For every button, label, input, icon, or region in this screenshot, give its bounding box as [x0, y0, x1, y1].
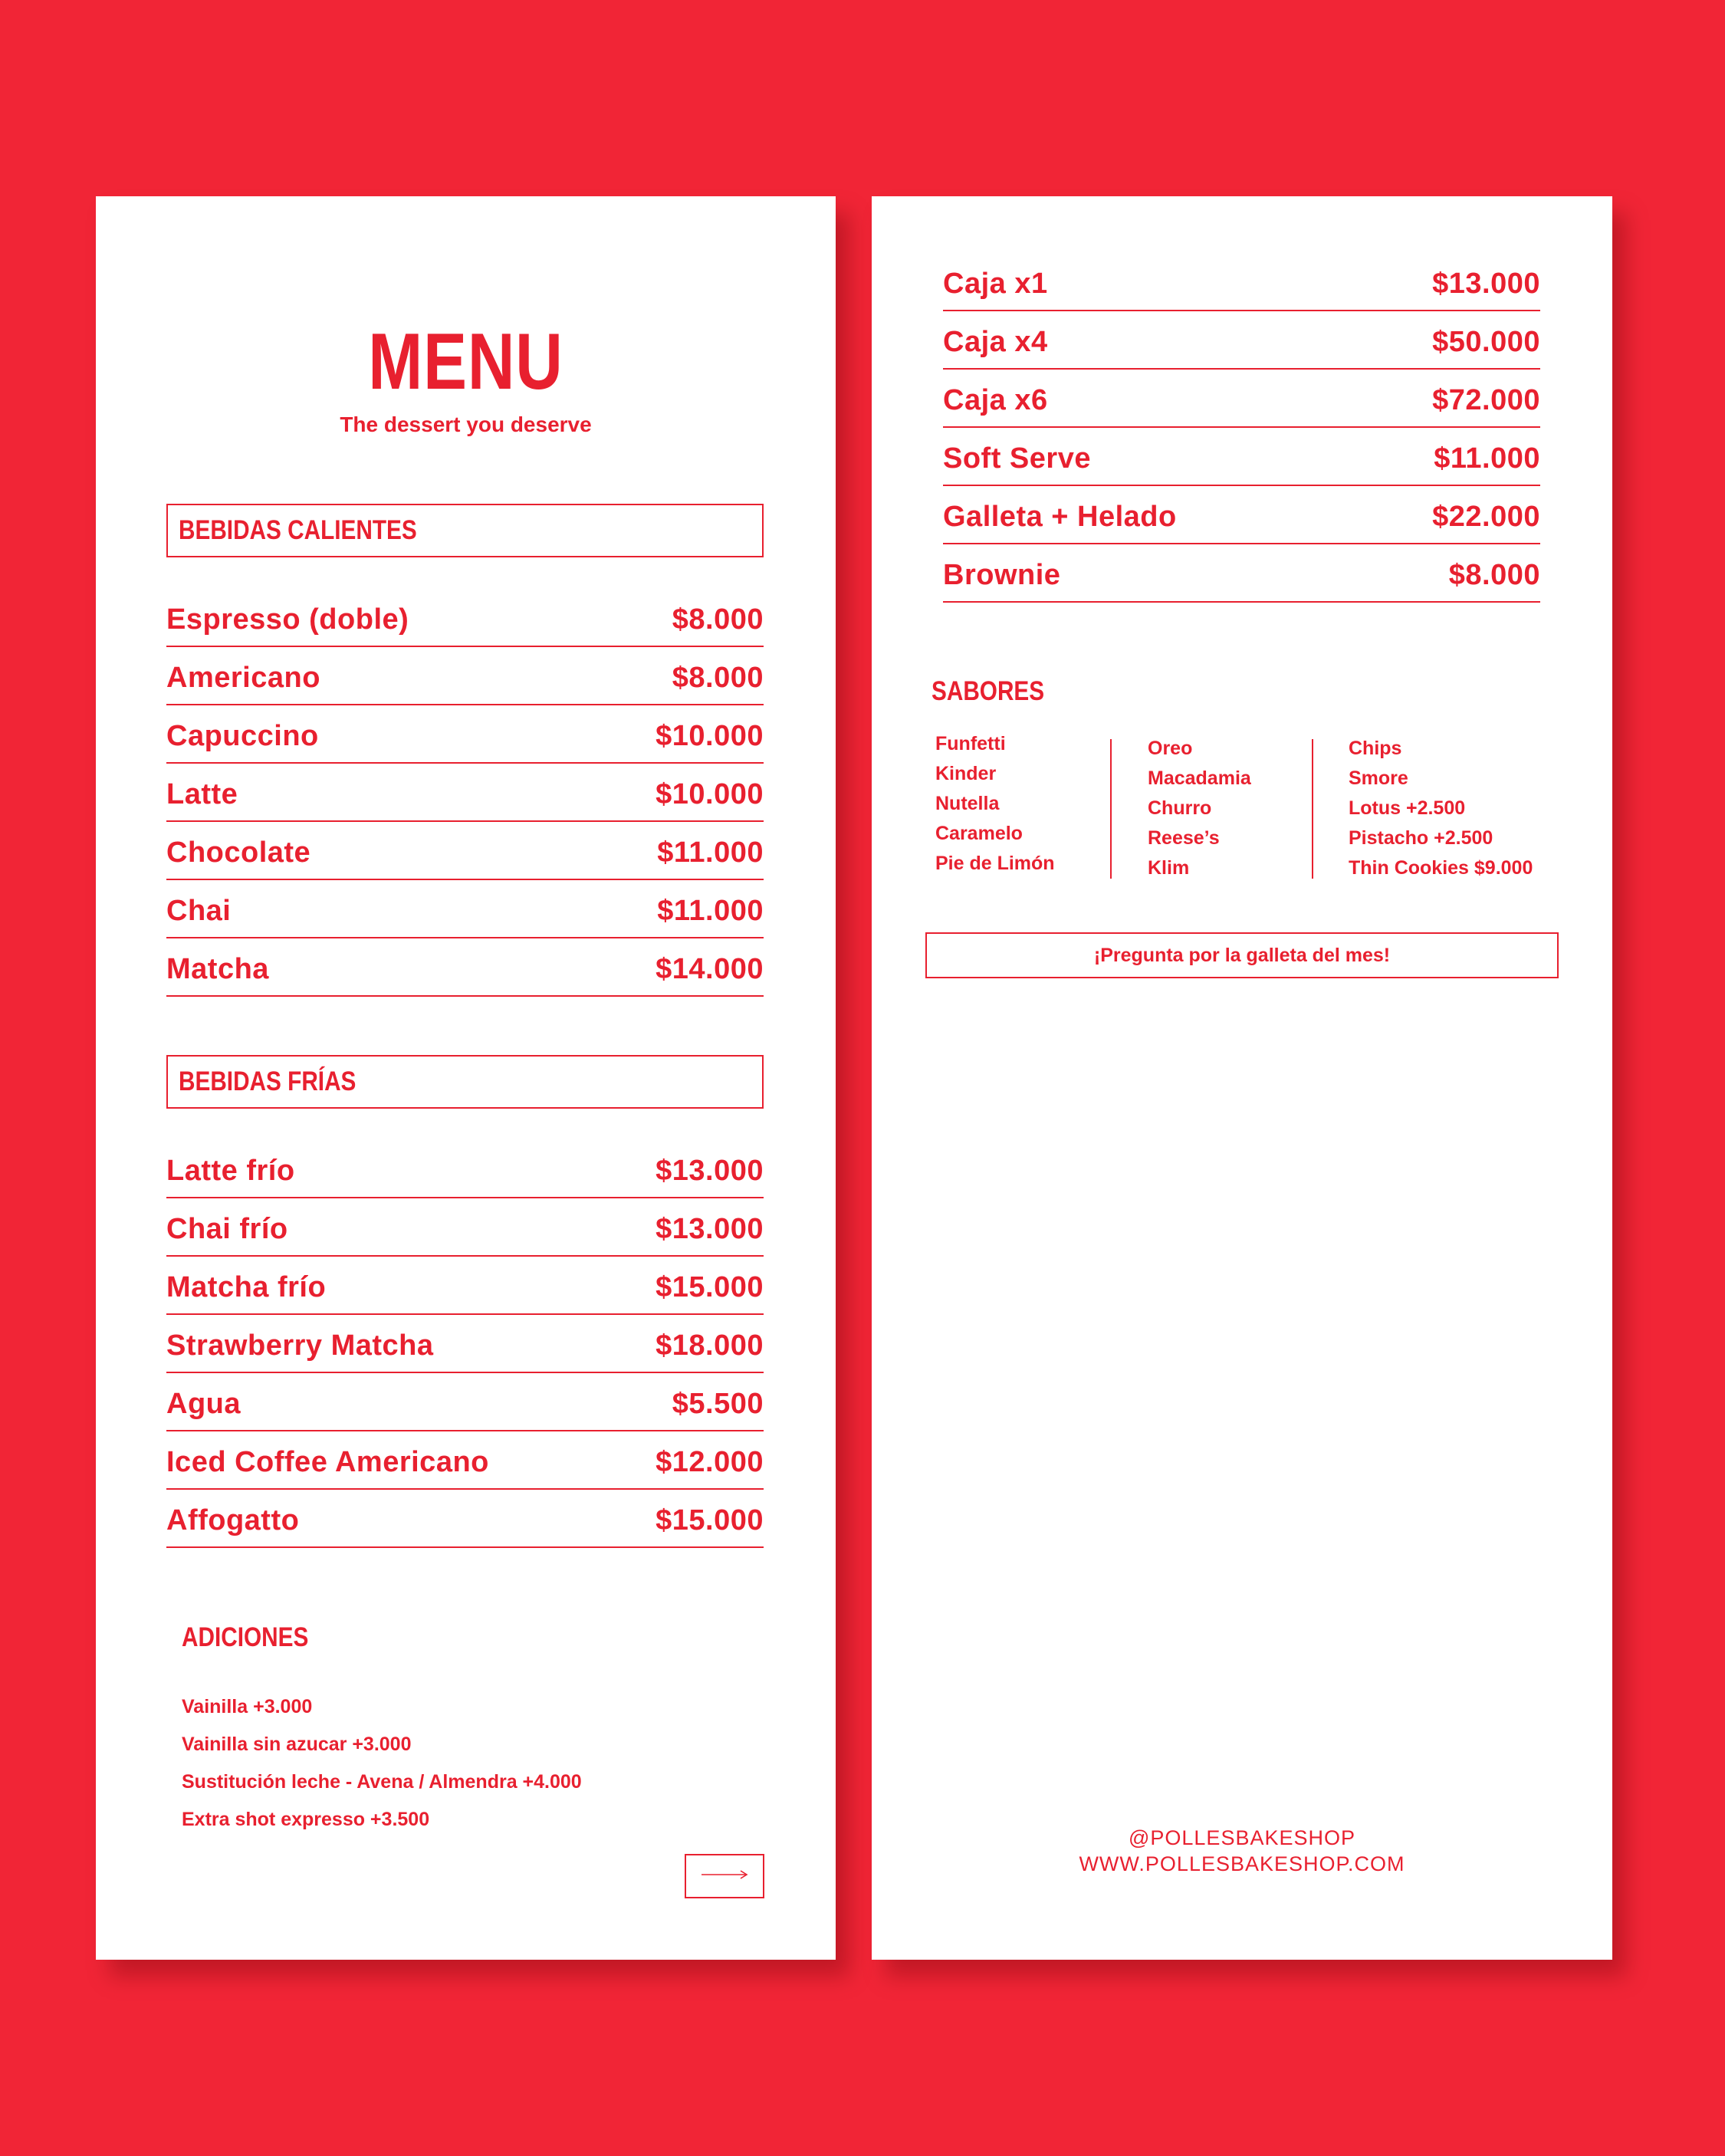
item-name: Capuccino: [166, 720, 319, 752]
item-name: Galleta + Helado: [943, 501, 1177, 533]
list-item: Nutella: [935, 793, 1000, 814]
item-name: Chai: [166, 895, 232, 927]
menu-item: [166, 1315, 764, 1373]
menu-item: [166, 764, 764, 822]
flavor-column-1: [935, 729, 1055, 879]
list-item: Reese’s: [1148, 827, 1220, 849]
item-name: Chocolate: [166, 836, 311, 869]
menu-item: [166, 1431, 764, 1490]
item-name: Caja x6: [943, 384, 1048, 416]
flavor-column-2: [1148, 734, 1251, 883]
item-price: $11.000: [657, 836, 764, 869]
list-item: Thin Cookies $9.000: [1349, 857, 1533, 879]
section-heading-cold-drinks: BEBIDAS FRÍAS: [166, 1055, 764, 1109]
menu-panel-left: [96, 196, 836, 1960]
menu-item: [166, 822, 764, 880]
page-title: MENU: [368, 317, 564, 406]
menu-item: [943, 311, 1540, 370]
menu-item: [943, 486, 1540, 544]
item-price: $13.000: [656, 1155, 764, 1187]
list-item: Macadamia: [1148, 767, 1251, 789]
item-price: $12.000: [656, 1446, 764, 1478]
item-price: $13.000: [1432, 268, 1540, 300]
menu-item: [166, 880, 764, 938]
menu-item: [166, 647, 764, 705]
list-item: Pie de Limón: [935, 853, 1055, 874]
item-price: $18.000: [656, 1329, 764, 1362]
item-price: $14.000: [656, 953, 764, 985]
menu-item: [166, 1140, 764, 1198]
section-heading-additions: ADICIONES: [182, 1622, 309, 1652]
item-name: Matcha: [166, 953, 269, 985]
item-price: $8.000: [672, 662, 764, 694]
menu-item: [943, 253, 1540, 311]
list-item: Pistacho +2.500: [1349, 827, 1493, 849]
next-page-button[interactable]: [685, 1854, 764, 1898]
menu-item: [166, 1490, 764, 1548]
additions-list: [182, 1688, 582, 1839]
social-handle[interactable]: @POLLESBAKESHOP: [1128, 1826, 1356, 1849]
flavor-column-3: [1349, 734, 1533, 883]
item-name: Chai frío: [166, 1213, 288, 1245]
list-item: Vainilla sin azucar +3.000: [182, 1734, 412, 1755]
item-name: Brownie: [943, 559, 1061, 591]
item-name: Iced Coffee Americano: [166, 1446, 489, 1478]
column-divider: [1312, 739, 1313, 879]
menu-item: [166, 1198, 764, 1257]
list-item: Caramelo: [935, 823, 1023, 844]
list-item: Funfetti: [935, 733, 1006, 754]
promo-banner: ¡Pregunta por la galleta del mes!: [925, 932, 1559, 978]
item-name: Agua: [166, 1388, 241, 1420]
menu-panel-right: [872, 196, 1612, 1960]
item-name: Caja x4: [943, 326, 1048, 358]
website-link[interactable]: WWW.POLLESBAKESHOP.COM: [1079, 1852, 1405, 1875]
menu-item: [166, 938, 764, 997]
list-item: Smore: [1349, 767, 1408, 789]
list-item: Vainilla +3.000: [182, 1696, 313, 1717]
item-price: $15.000: [656, 1504, 764, 1536]
item-price: $10.000: [656, 720, 764, 752]
item-price: $8.000: [672, 603, 764, 636]
menu-item: [166, 589, 764, 647]
item-price: $11.000: [657, 895, 764, 927]
menu-item: [943, 428, 1540, 486]
arrow-right-icon: [701, 1869, 748, 1884]
item-price: $15.000: [656, 1271, 764, 1303]
cookies-list: [943, 253, 1540, 603]
item-name: Matcha frío: [166, 1271, 327, 1303]
item-name: Espresso (doble): [166, 603, 409, 636]
item-price: $72.000: [1432, 384, 1540, 416]
menu-item: [943, 370, 1540, 428]
menu-item: [166, 1257, 764, 1315]
item-price: $11.000: [1434, 442, 1540, 475]
item-price: $10.000: [656, 778, 764, 810]
menu-item: [166, 1373, 764, 1431]
item-name: Caja x1: [943, 268, 1048, 300]
item-name: Strawberry Matcha: [166, 1329, 434, 1362]
list-item: Sustitución leche - Avena / Almendra +4.000: [182, 1771, 582, 1793]
item-price: $50.000: [1432, 326, 1540, 358]
item-name: Latte: [166, 778, 238, 810]
item-name: Americano: [166, 662, 320, 694]
list-item: Lotus +2.500: [1349, 797, 1466, 819]
item-price: $8.000: [1448, 559, 1540, 591]
list-item: Klim: [1148, 857, 1190, 879]
item-name: Latte frío: [166, 1155, 295, 1187]
cold-drinks-list: [166, 1140, 764, 1548]
item-price: $5.500: [672, 1388, 764, 1420]
item-price: $22.000: [1432, 501, 1540, 533]
item-name: Soft Serve: [943, 442, 1091, 475]
list-item: Extra shot expresso +3.500: [182, 1809, 430, 1830]
section-heading-flavors: SABORES: [932, 676, 1045, 706]
hot-drinks-list: [166, 589, 764, 997]
list-item: Kinder: [935, 763, 997, 784]
item-name: Affogatto: [166, 1504, 300, 1536]
item-price: $13.000: [656, 1213, 764, 1245]
list-item: Churro: [1148, 797, 1212, 819]
list-item: Oreo: [1148, 738, 1193, 759]
list-item: Chips: [1349, 738, 1402, 759]
menu-item: [943, 544, 1540, 603]
column-divider: [1110, 739, 1112, 879]
page-subtitle: The dessert you deserve: [340, 412, 592, 436]
menu-item: [166, 705, 764, 764]
section-heading-hot-drinks: BEBIDAS CALIENTES: [166, 504, 764, 557]
